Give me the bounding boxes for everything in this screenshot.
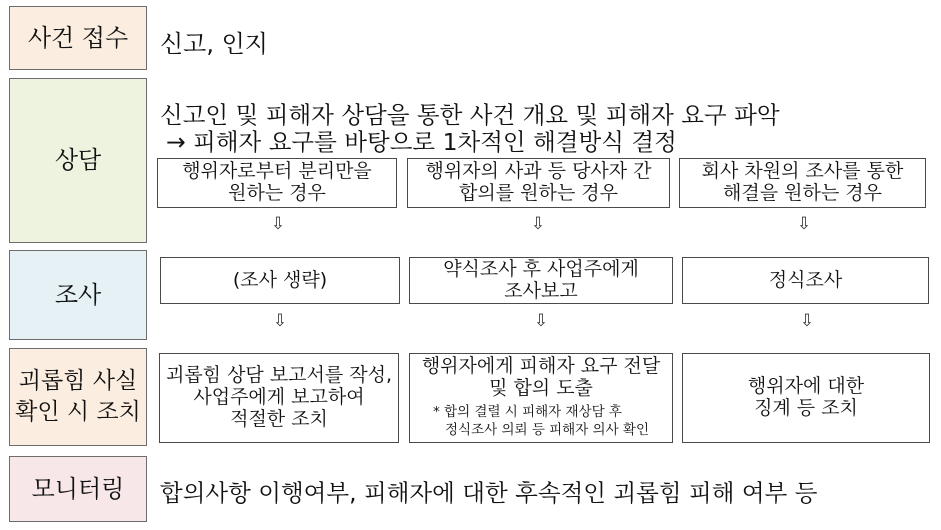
investigation-box-formal bbox=[682, 257, 929, 304]
stage-investigate-label: 조사 bbox=[54, 280, 102, 309]
action-discipline-line2: 징계 등 조치 bbox=[754, 397, 858, 419]
down-arrow-icon: ⇩ bbox=[533, 311, 549, 331]
investigation-box-skip bbox=[160, 257, 400, 304]
stage-consult bbox=[9, 78, 147, 243]
request-separation-line2: 원하는 경우 bbox=[228, 182, 326, 204]
request-company-line1: 회사 차원의 조사를 통한 bbox=[701, 160, 904, 183]
monitor-text: 합의사항 이행여부, 피해자에 대한 후속적인 괴롭힘 피해 여부 등 bbox=[160, 479, 818, 507]
action-agreement-line2: 및 합의 도출 bbox=[489, 377, 593, 400]
action-report-line3: 적절한 조치 bbox=[230, 407, 328, 430]
action-agreement-line1: 행위자에게 피해자 요구 전달 bbox=[421, 355, 661, 378]
stage-investigate bbox=[9, 250, 147, 340]
action-box-report bbox=[159, 353, 399, 443]
action-box-agreement bbox=[409, 353, 673, 443]
request-box-company bbox=[679, 158, 926, 208]
investigation-brief-line2: 조사보고 bbox=[504, 279, 578, 302]
stage-reception bbox=[9, 6, 147, 70]
stage-reception-label: 사건 접수 bbox=[27, 23, 129, 52]
action-agreement-note bbox=[433, 403, 649, 439]
action-report-line2: 사업주에게 보고하여 bbox=[193, 386, 365, 409]
down-arrow-icon: ⇩ bbox=[530, 214, 546, 234]
stage-action bbox=[9, 348, 147, 446]
stage-monitor bbox=[9, 456, 147, 522]
down-arrow-icon: ⇩ bbox=[799, 311, 815, 331]
reception-text: 신고, 인지 bbox=[160, 30, 268, 58]
request-box-agreement bbox=[407, 158, 670, 208]
request-separation-line1: 행위자로부터 분리만을 bbox=[182, 160, 372, 183]
request-agreement-line1: 행위자의 사과 등 당사자 간 bbox=[425, 160, 652, 183]
action-box-discipline bbox=[682, 353, 930, 443]
action-report-line1: 괴롭힘 상담 보고서를 작성, bbox=[165, 364, 393, 387]
investigation-formal-text: 정식조사 bbox=[768, 268, 843, 291]
down-arrow-icon: ⇩ bbox=[272, 311, 288, 331]
down-arrow-icon: ⇩ bbox=[796, 214, 812, 234]
action-agreement-note-line1: * 합의 결렬 시 피해자 재상담 후 bbox=[432, 404, 622, 421]
request-agreement-line2: 합의를 원하는 경우 bbox=[459, 182, 618, 204]
stage-monitor-label: 모니터링 bbox=[31, 474, 125, 503]
consult-line2: → 피해자 요구를 바탕으로 1차적인 해결방식 결정 bbox=[166, 128, 677, 156]
consult-line1: 신고인 및 피해자 상담을 통한 사건 개요 및 피해자 요구 파악 bbox=[160, 101, 780, 129]
investigation-brief-line1: 약식조사 후 사업주에게 bbox=[443, 257, 639, 280]
stage-action-label-line1: 괴롭힘 사실 bbox=[18, 367, 138, 394]
stage-action-label-line2: 확인 시 조치 bbox=[15, 399, 141, 425]
investigation-skip-text: (조사 생략) bbox=[232, 268, 328, 291]
investigation-box-brief bbox=[409, 257, 673, 304]
request-company-line2: 해결을 원하는 경우 bbox=[723, 182, 882, 204]
request-box-separation bbox=[157, 158, 397, 208]
action-agreement-note-line2: 정식조사 의뢰 등 피해자 의사 확인 bbox=[444, 422, 650, 439]
action-discipline-line1: 행위자에 대한 bbox=[747, 375, 865, 398]
stage-consult-label: 상담 bbox=[54, 146, 102, 175]
down-arrow-icon: ⇩ bbox=[270, 214, 286, 234]
